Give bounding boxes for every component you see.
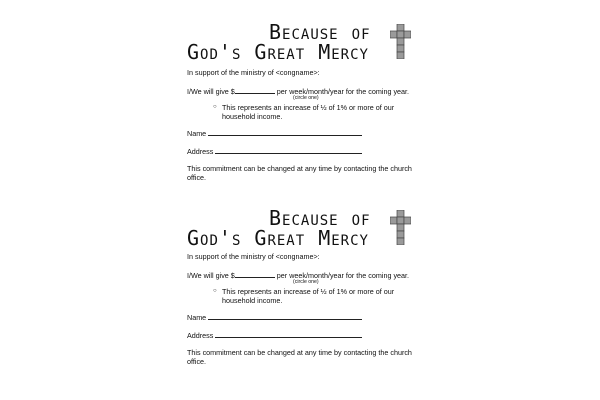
commitment-line-1: This commitment can be changed at any time by contacting the church	[187, 348, 412, 357]
cross-icon	[390, 210, 411, 245]
title-line-1: Because of	[269, 206, 371, 230]
support-text: In support of the ministry of <congname>:	[187, 68, 320, 77]
card-title	[187, 202, 419, 248]
address-blank[interactable]	[215, 146, 362, 154]
circle-one-note: (circle one)	[293, 279, 319, 285]
name-blank[interactable]	[208, 128, 362, 136]
title-line-2: God's Great Mercy	[187, 40, 369, 64]
increase-line-1: This represents an increase of ½ of 1% or more of our	[222, 287, 395, 296]
commitment-line-2: office.	[187, 357, 207, 366]
name-label: Name	[187, 313, 207, 322]
increase-line-2: household income.	[222, 112, 283, 121]
give-suffix: per week/month/year for the coming year.	[274, 87, 410, 96]
title-line-2: God's Great Mercy	[187, 226, 369, 250]
name-blank[interactable]	[208, 312, 362, 320]
give-suffix: per week/month/year for the coming year.	[274, 271, 410, 280]
address-label: Address	[187, 331, 214, 340]
address-line	[187, 146, 362, 156]
amount-blank[interactable]	[235, 270, 275, 278]
pledge-card-1	[187, 16, 419, 182]
commitment-line-1: This commitment can be changed at any time by contacting the church	[187, 164, 412, 173]
give-prefix: I/We will give $	[187, 87, 235, 96]
increase-line-1: This represents an increase of ½ of 1% or more of our	[222, 103, 395, 112]
hollow-circle-bullet-icon: ○	[213, 104, 217, 110]
pledge-card-2	[187, 202, 419, 366]
name-label: Name	[187, 129, 207, 138]
increase-text	[222, 287, 422, 305]
hollow-circle-bullet-icon: ○	[213, 288, 217, 294]
give-prefix: I/We will give $	[187, 271, 235, 280]
increase-text	[222, 103, 422, 121]
cross-icon	[390, 24, 411, 59]
address-blank[interactable]	[215, 330, 362, 338]
address-line	[187, 330, 362, 340]
title-line-1: Because of	[269, 20, 371, 44]
amount-blank[interactable]	[235, 86, 275, 94]
increase-line-2: household income.	[222, 296, 283, 305]
address-label: Address	[187, 147, 214, 156]
circle-one-note: (circle one)	[293, 95, 319, 101]
commitment-line-2: office.	[187, 173, 207, 182]
card-title	[187, 16, 419, 62]
support-text: In support of the ministry of <congname>:	[187, 252, 320, 261]
name-line	[187, 312, 362, 322]
name-line	[187, 128, 362, 138]
